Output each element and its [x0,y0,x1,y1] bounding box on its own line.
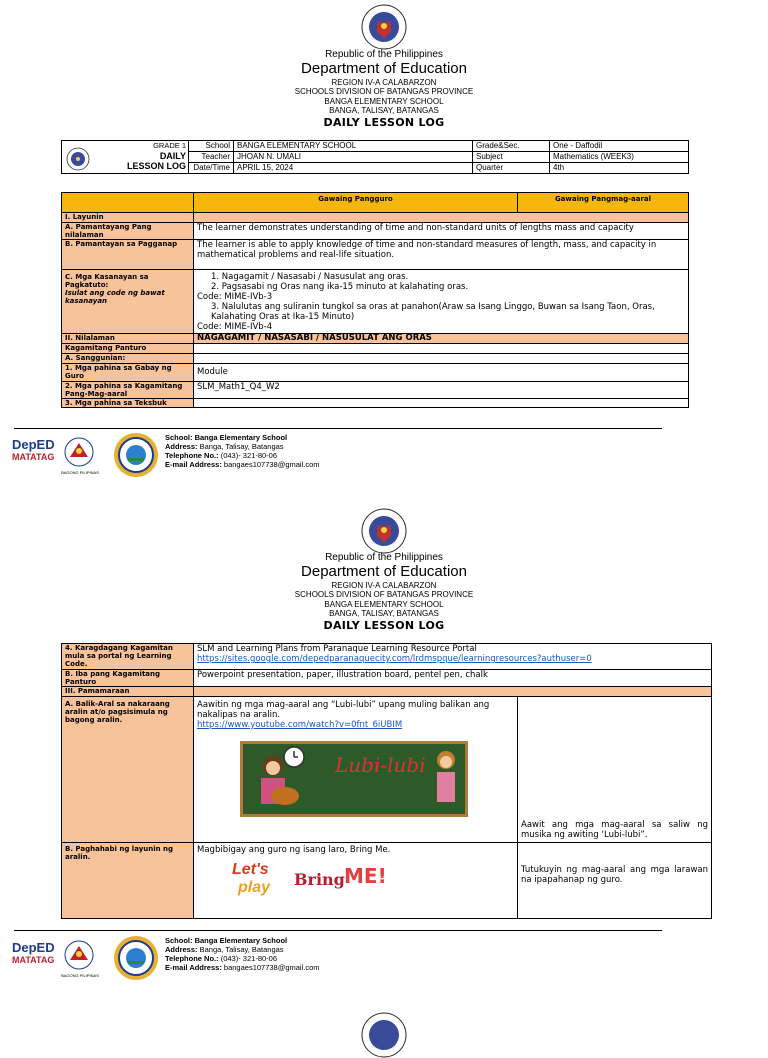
deped-seal-icon [361,4,407,50]
footer-school-value: Banga Elementary School [194,936,288,945]
pamantayang-label: A. Pamantayang Pang nilalaman [62,223,194,240]
footer-school-label: School: [165,936,193,945]
teksbuk-label: 3. Mga pahina sa Teksbuk [62,399,194,408]
school-text: BANGA ELEMENTARY SCHOOL [324,97,444,106]
iba-pang-label: B. Iba pang Kagamitang Panturo [62,670,194,687]
bagong-text: BAGONG PILIPINAS [61,470,99,475]
col-student-header: Gawaing Pangmag-aaral [518,193,689,213]
clock-icon [283,746,305,768]
info-value: One - Daffodil [550,141,689,152]
department-title: Department of Education [301,563,467,580]
balik-aral-label: A. Balik-Aral sa nakaraang aralin at/o pagsisimula ng bagong aralin. [62,697,194,843]
sanggunian-label: A. Sanggunian: [62,354,194,364]
department-title: Department of Education [301,60,467,77]
deped-seal-icon [361,508,407,554]
school-text: BANGA ELEMENTARY SCHOOL [324,600,444,609]
deped-seal-icon [361,1012,407,1058]
info-key: School [189,141,234,152]
school-seal-icon [113,935,159,981]
nilalaman-value: NAGAGAMIT / NASASABI / NASUSULAT ANG ORAS [194,334,689,344]
lesson-table [61,192,689,408]
me-text: ME! [344,864,387,888]
footer-address-value: Banga, Talisay, Batangas [199,442,284,451]
teacher-icon [431,748,461,812]
balik-aral-value: Aawitin ng mga mag-aaral ang “Lubi-lubi” upang muling balikan ang nakalipas na aralin. [197,700,490,720]
region-text: REGION IV-A CALABARZON [331,581,437,590]
paghahabi-student: Tutukuyin ng mag-aaral ang mga larawan na ipapahanap ng guro. [518,843,712,919]
deped-matatag-logo [12,940,58,978]
deped-logo-text: DepED [12,940,55,955]
karagdagang-label: 4. Karagdagang Kagamitan mula sa portal ng Learning Code. [62,644,194,670]
paghahabi-value: Magbibigay ang guro ng isang laro, Bring Me. [197,845,391,855]
gabay-label: 1. Mga pahina sa Gabay ng Guro [62,364,194,382]
bagong-text: BAGONG PILIPINAS [61,973,99,978]
kasanayan-code: Code: MIME-IVb-4 [197,322,273,332]
footer-rule [14,930,662,931]
republic-text: Republic of the Philippines [325,49,443,60]
play-text: play [238,879,271,896]
lubi-lubi-image [240,741,468,817]
portal-link[interactable]: https://sites.google.com/depedparanaquecity.com/lrdmspque/learningresources?authuser=0 [197,654,592,664]
daily-label: DAILY [159,151,186,161]
kagamitan-pang-label: 2. Mga pahina sa Kagamitang Pang-Mag-aaral [62,382,194,399]
matatag-text: MATATAG [12,955,55,965]
footer-address-label: Address: [165,945,198,954]
kasanayan-label: C. Mga Kasanayan sa Pagkatuto: [65,273,149,289]
footer-school-label: School: [165,433,193,442]
footer-email-value: bangaes107738@gmail.com [223,460,320,469]
republic-text: Republic of the Philippines [325,552,443,563]
pagganap-value: The learner is able to apply knowledge of time and non-standard measures of length, mass, and capacity in mathematical problems and real-life situation. [194,240,689,270]
lesson-table-page2 [61,643,712,919]
lesson-log-label: LESSON LOG [126,161,186,171]
info-value: Mathematics (WEEK3) [550,152,689,163]
info-value: BANGA ELEMENTARY SCHOOL [234,141,473,152]
kasanayan-note: Isulat ang code ng bawat kasanayan [65,289,165,305]
address-text: BANGA, TALISAY, BATANGAS [329,609,439,618]
info-key: Quarter [473,163,550,174]
gabay-value: Module [194,364,689,382]
kasanayan-item: 2. Pagsasabi ng Oras nang ika-15 minuto at kalahating oras. [211,282,469,292]
iba-pang-value: Powerpoint presentation, paper, illustration board, pentel pen, chalk [194,670,712,687]
region-text: REGION IV-A CALABARZON [331,78,437,87]
pamamaraan-label: III. Pamamaraan [62,687,194,697]
lubi-lubi-title: Lubi-lubi [335,753,426,777]
kasanayan-item: 3. Nalulutas ang suliranin tungkol sa oras at panahon(Araw sa Isang Linggo, Buwan sa Isang Taon, Oras, Kalahating Oras at Ika-15 Minuto) [211,302,655,322]
footer-tel-label: Telephone No.: [165,954,219,963]
balik-aral-student: Aawit ang mga mag-aaral sa saliw ng musika ng awiting ‘Lubi-lubi”. [518,697,712,843]
lets-play-image [210,861,300,909]
deped-seal-small-icon [66,147,90,171]
footer-address-value: Banga, Talisay, Batangas [199,945,284,954]
address-text: BANGA, TALISAY, BATANGAS [329,106,439,115]
info-table [61,140,689,174]
footer-email-value: bangaes107738@gmail.com [223,963,320,972]
info-value: APRIL 15, 2024 [234,163,473,174]
bagong-pilipinas-icon [64,437,94,467]
info-key: Subject [473,152,550,163]
bring-text: Bring [294,870,345,889]
footer-email-label: E-mail Address: [165,963,222,972]
nilalaman-label: II. Nilalaman [62,334,194,344]
footer-school-value: Banga Elementary School [194,433,288,442]
kasanayan-code: Code: MIME-IVb-3 [197,292,273,302]
info-value: 4th [550,163,689,174]
paghahabi-label: B. Paghahabi ng layunin ng aralin. [62,843,194,919]
dll-title: DAILY LESSON LOG [323,116,445,129]
footer-tel-value: (043)- 321-80-06 [220,451,278,460]
matatag-text: MATATAG [12,452,55,462]
kagamitan-label: Kagamitang Panturo [62,344,194,354]
kagamitan-pang-value: SLM_Math1_Q4_W2 [194,382,689,399]
pagganap-label: B. Pamantayan sa Pagganap [62,240,194,270]
footer-rule [14,428,662,429]
info-logo-cell [62,141,189,174]
info-key: Date/Time [189,163,234,174]
info-value: JHOAN N. UMALI [234,152,473,163]
footer-tel-label: Telephone No.: [165,451,219,460]
col-teacher-header: Gawaing Pangguro [194,193,518,213]
footer-address-label: Address: [165,442,198,451]
division-text: SCHOOLS DIVISION OF BATANGAS PROVINCE [294,590,474,599]
karagdagang-value: SLM and Learning Plans from Paranaque Learning Resource Portal [197,644,477,654]
footer-tel-value: (043)- 321-80-06 [220,954,278,963]
info-key: Teacher [189,152,234,163]
dll-title: DAILY LESSON LOG [323,619,445,632]
lets-text: Let's [232,861,269,878]
bagong-pilipinas-icon [64,940,94,970]
youtube-link[interactable]: https://www.youtube.com/watch?v=0fnt_6iUBIM [197,720,403,730]
kasanayan-item: 1. Nagagamit / Nasasabi / Nasusulat ang oras. [211,272,409,282]
pamantayang-value: The learner demonstrates understanding of time and non-standard units of lengths mass and capacity [194,223,689,240]
grade-label: GRADE 1 [153,141,186,150]
layunin-label: I. Layunin [62,213,194,223]
division-text: SCHOOLS DIVISION OF BATANGAS PROVINCE [294,87,474,96]
footer-email-label: E-mail Address: [165,460,222,469]
info-key: Grade&Sec. [473,141,550,152]
school-seal-icon [113,432,159,478]
deped-matatag-logo [12,437,58,475]
deped-logo-text: DepED [12,437,55,452]
